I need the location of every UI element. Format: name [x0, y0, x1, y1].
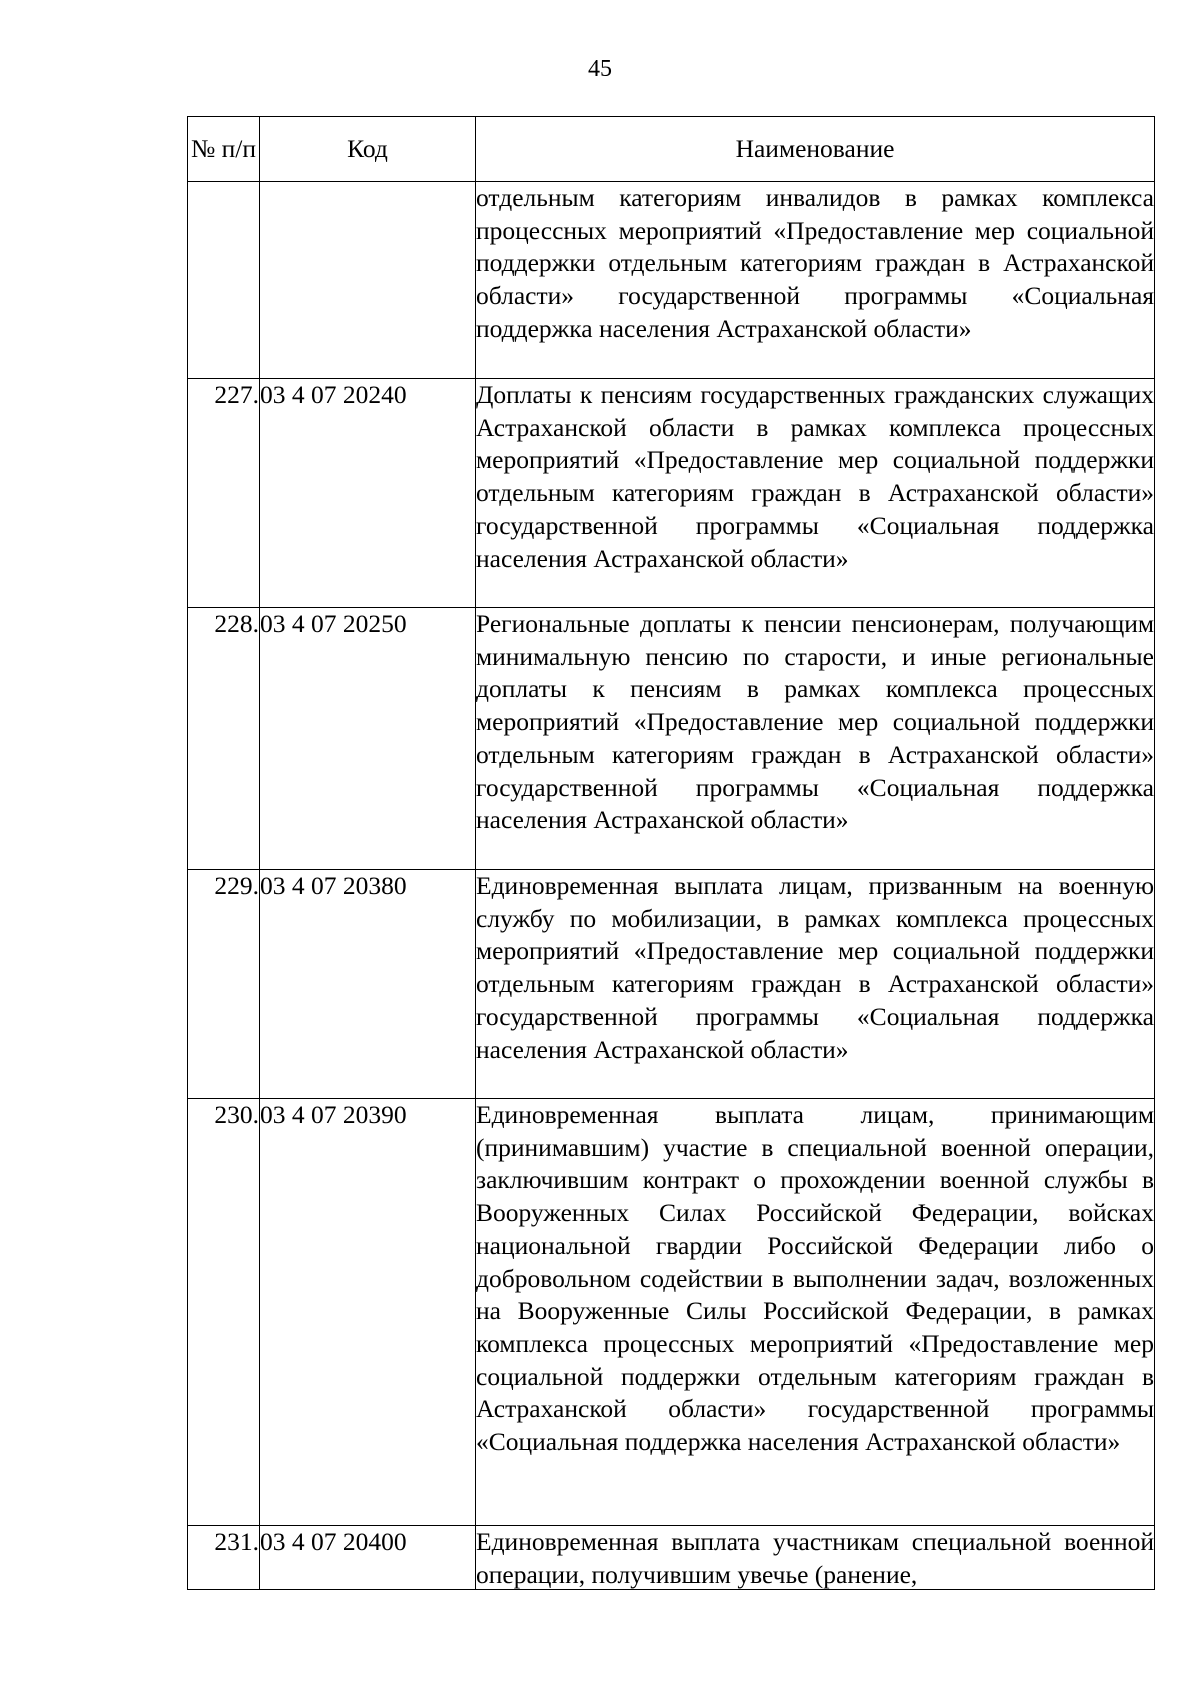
header-number: № п/п	[188, 117, 260, 182]
row-number	[188, 182, 260, 379]
header-name: Наименование	[476, 117, 1155, 182]
row-name: Единовременная выплата лицам, принимающим (принимавшим) участие в специальной военной операции, заключившим контракт о прохождении военной службы в Вооруженных Силах Российской Федерации, войсках национальной гвардии Российской Федерации либо о добровольном содействии в выполнении задач, возложенных на Вооруженные Силы Российской Федерации, в рамках комплекса процессных мероприятий «Предоставление мер социальной поддержки отдельным категориям граждан в Астраханской области» государственной программы «Социальная поддержка населения Астраханской области»	[476, 1099, 1155, 1526]
row-number: 230.	[188, 1099, 260, 1526]
row-name: Доплаты к пенсиям государственных гражданских служащих Астраханской области в рамках комплекса процессных мероприятий «Предоставление мер социальной поддержки отдельным категориям граждан в Астраханской области» государственной программы «Социальная поддержка населения Астраханской области»	[476, 379, 1155, 608]
row-number: 229.	[188, 870, 260, 1099]
table-row	[188, 1099, 1155, 1526]
row-code: 03 4 07 20390	[260, 1099, 476, 1526]
row-number: 228.	[188, 608, 260, 870]
table-row	[188, 379, 1155, 608]
row-name-text: Единовременная выплата участникам специальной военной операции, получившим увечье (ранение,	[476, 1527, 1154, 1589]
table-row	[188, 608, 1155, 870]
row-code: 03 4 07 20240	[260, 379, 476, 608]
table-row	[188, 870, 1155, 1099]
table-row	[188, 1526, 1155, 1590]
row-code	[260, 182, 476, 379]
row-name: отдельным категориям инвалидов в рамках комплекса процессных мероприятий «Предоставление мер социальной поддержки отдельным категориям граждан в Астраханской области» государственной программы «Социальная поддержка населения Астраханской области»	[476, 182, 1155, 379]
row-number: 231.	[188, 1526, 260, 1590]
row-name: Единовременная выплата лицам, призванным на военную службу по мобилизации, в рамках комплекса процессных мероприятий «Предоставление мер социальной поддержки отдельным категориям граждан в Астраханской области» государственной программы «Социальная поддержка населения Астраханской области»	[476, 870, 1155, 1099]
row-code: 03 4 07 20380	[260, 870, 476, 1099]
row-name: Региональные доплаты к пенсии пенсионерам, получающим минимальную пенсию по старости, и иные региональные доплаты к пенсиям в рамках комплекса процессных мероприятий «Предоставление мер социальной поддержки отдельным категориям граждан в Астраханской области» государственной программы «Социальная поддержка населения Астраханской области»	[476, 608, 1155, 870]
row-name	[476, 1526, 1155, 1590]
table-row	[188, 182, 1155, 379]
row-number: 227.	[188, 379, 260, 608]
table-header-row	[188, 117, 1155, 182]
row-code: 03 4 07 20250	[260, 608, 476, 870]
page-number: 45	[588, 56, 612, 82]
header-code: Код	[260, 117, 476, 182]
row-code: 03 4 07 20400	[260, 1526, 476, 1590]
classification-table	[187, 116, 1155, 1590]
